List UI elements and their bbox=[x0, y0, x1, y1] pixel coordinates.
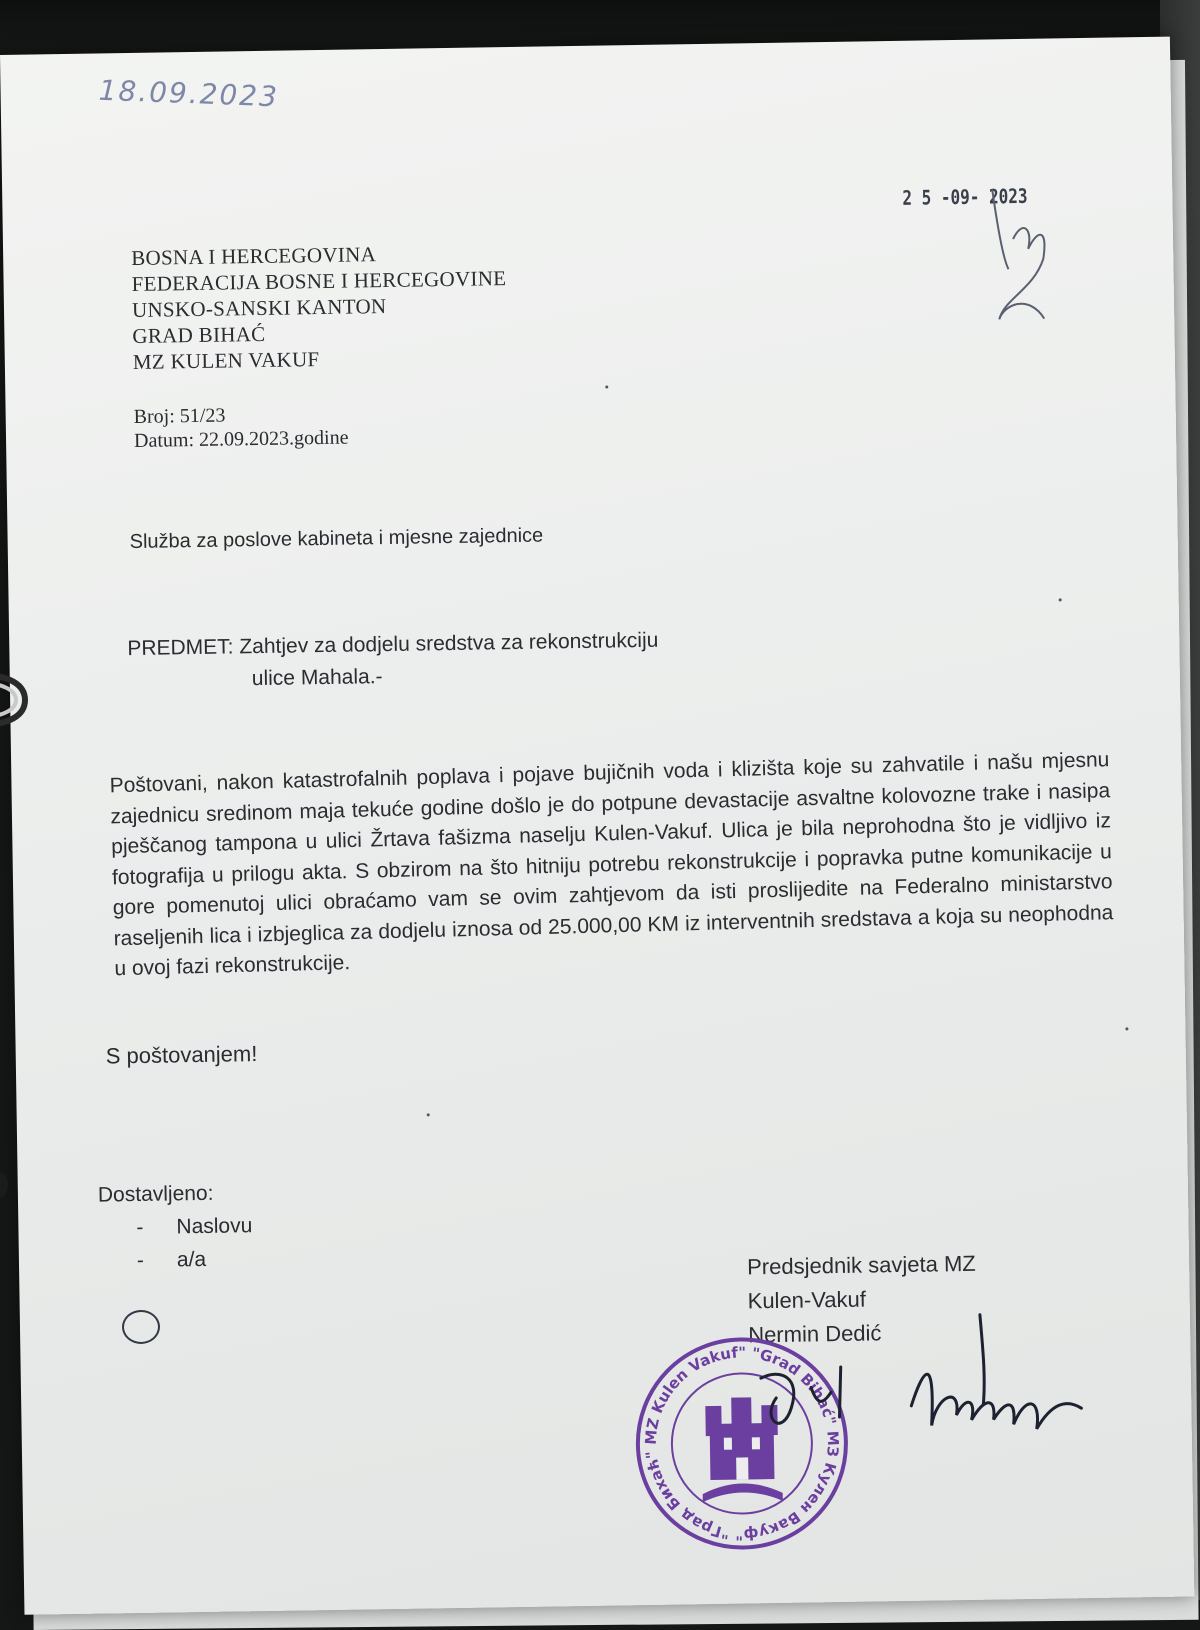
ink-speck bbox=[605, 385, 608, 388]
svg-text:MZ Kulen Vakuf" "Grad Bihać" М: MZ Kulen Vakuf" "Grad Bihać" МЗ Кулен Вакуф" "Град Бихаћ" bbox=[641, 1343, 843, 1544]
delivery-list bbox=[98, 1176, 253, 1277]
subject-label: PREDMET: bbox=[127, 635, 234, 661]
document-date: Datum: 22.09.2023.godine bbox=[133, 426, 349, 452]
body-paragraph: Poštovani, nakon katastrofalnih poplava i pojave bujičnih voda i klizišta koje su zahvatile i našu mjesnu zajednicu sredinom maja tekuće godine došlo je do potpune devastacije asvaltne kolovozne trake i nasipa pješčanog tampona u ulici Žrtava fašizma naselju Kulen-Vakuf. Ulica je bila neprohodna što je vidljivo iz fotografija u prilogu akta. S obzirom na što hitniju potrebu rekonstrukcije i popravka putne komunikacije u gore pomenutoj ulici obraćamo vam se ovim zahtjevom da isti proslijedite na Federalno ministarstvo raseljenih lica i izbjeglica za dodjelu iznosa od 25.000,00 KM iz interventnih sredstava a koja su neophodna u ovoj fazi rekonstrukcije. bbox=[109, 748, 1114, 981]
delivery-bullet: - bbox=[136, 1215, 144, 1240]
issuer-header bbox=[131, 239, 508, 375]
delivery-item bbox=[98, 1209, 252, 1244]
received-date-stamp: 2 5 -09- 2023 bbox=[902, 183, 1028, 210]
header-line: FEDERACIJA BOSNE I HERCEGOVINE bbox=[131, 266, 507, 296]
handwritten-date: 18.09.2023 bbox=[98, 73, 280, 114]
document-meta bbox=[134, 402, 349, 453]
subject bbox=[127, 625, 659, 697]
closing: S poštovanjem! bbox=[105, 1041, 258, 1069]
signatory-name: Nermin Dedić bbox=[747, 1320, 882, 1348]
handwritten-signature bbox=[720, 1303, 1122, 1459]
signatory-place: Kulen-Vakuf bbox=[747, 1286, 867, 1314]
delivery-item bbox=[99, 1242, 253, 1277]
delivery-item-text: a/a bbox=[176, 1247, 207, 1272]
recipient: Služba za poslove kabineta i mjesne zajednice bbox=[129, 524, 544, 554]
delivery-bullet: - bbox=[136, 1248, 145, 1272]
signatory-title: Predsjednik savjeta MZ bbox=[746, 1250, 976, 1280]
header-line: BOSNA I HERCEGOVINA bbox=[131, 242, 377, 270]
header-line: GRAD BIHAĆ bbox=[132, 321, 266, 348]
handwritten-circle-mark bbox=[122, 1310, 161, 1345]
ink-speck bbox=[1059, 598, 1062, 601]
header-line: UNSKO-SANSKI KANTON bbox=[131, 293, 387, 322]
header-line: MZ KULEN VAKUF bbox=[132, 347, 320, 374]
punch-hole bbox=[0, 1172, 8, 1198]
document-number: Broj: 51/23 bbox=[133, 404, 226, 428]
binder-clip bbox=[0, 655, 50, 745]
delivery-label: Dostavljeno: bbox=[97, 1181, 214, 1207]
ink-speck bbox=[427, 1113, 430, 1116]
delivery-item-text: Naslovu bbox=[176, 1214, 253, 1239]
ink-speck bbox=[1125, 1027, 1128, 1030]
document-page bbox=[0, 37, 1194, 1615]
handwritten-initials bbox=[972, 168, 1065, 329]
subject-line-1: Zahtjev za dodjelu sredstva za rekonstrukciju bbox=[239, 628, 659, 659]
subject-line-2: ulice Mahala.- bbox=[251, 665, 383, 691]
